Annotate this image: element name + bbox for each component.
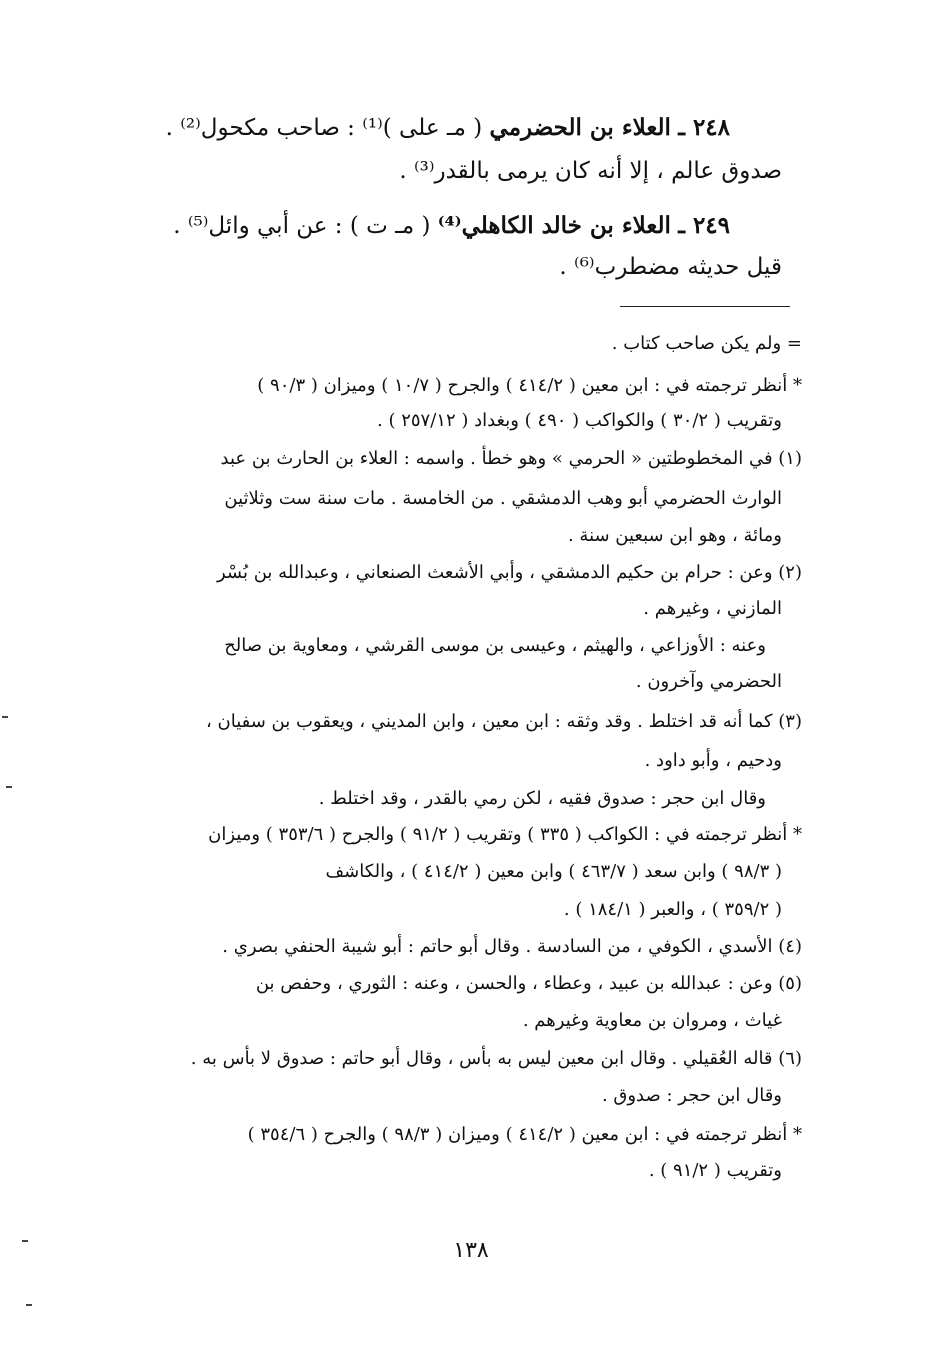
entry-249-line-2: قيل حديثه مضطرب⁽⁶⁾ . [559,254,782,280]
narrator-name: العلاء بن الحضرمي [489,114,671,141]
entry-text: ( مـ ت ) : عن أبي وائل⁽⁵⁾ . [173,213,431,239]
footnote-line: (٥) وعن : عبدالله بن عبيد ، وعطاء ، والحسن ، وعنه : الثوري ، وحفص بن [255,973,802,994]
footnote-line: المازني ، وغيرهم . [643,598,782,619]
footnote-line: (٣) كما أنه قد اختلط . وقد وثقه : ابن معين ، وابن المديني ، ويعقوب بن سفيان ، [205,711,802,732]
footnote-line: ومائة ، وهو ابن سبعين سنة . [567,525,782,546]
footnote-line: وتقريب ( ٣٠/٢ ) والكواكب ( ٤٩٠ ) وبغداد ( ٢٥٧/١٢ ) . [377,410,782,431]
page-number: ١٣٨ [453,1238,489,1263]
footnote-line: (٦) قاله العُقيلي . وقال ابن معين ليس به بأس ، وقال أبو حاتم : صدوق لا بأس به . [190,1048,802,1069]
scan-mark [26,1304,32,1306]
footnote-line: (٤) الأسدي ، الكوفي ، من السادسة . وقال أبو حاتم : أبو شيبة الحنفي بصري . [222,936,802,957]
footnote-line: غياث ، ومروان بن معاوية وغيرهم . [522,1010,782,1031]
scan-mark [22,1240,28,1242]
entry-number: ٢٤٨ ـ [678,114,730,141]
entry-number: ٢٤٩ ـ [678,212,730,239]
scan-mark [2,716,8,718]
footnote-line: وقال ابن حجر : صدوق . [601,1085,782,1106]
footnote-line: * أنظر ترجمته في : الكواكب ( ٣٣٥ ) وتقريب ( ٩١/٢ ) والجرح ( ٣٥٣/٦ ) وميزان [208,824,802,845]
footnote-line: وقال ابن حجر : صدوق فقيه ، لكن رمي بالقدر ، وقد اختلط . [318,788,766,809]
entry-248-line-1 [166,116,730,140]
entry-text: ( مـ على )⁽¹⁾ : صاحب مكحول⁽²⁾ . [165,115,483,141]
footnote-line: * أنظر ترجمته في : ابن معين ( ٤١٤/٢ ) وميزان ( ٩٨/٣ ) والجرح ( ٣٥٤/٦ ) [247,1124,802,1145]
footnote-line: (٢) وعن : حرام بن حكيم الدمشقي ، وأبي الأشعث الصنعاني ، وعبدالله بن بُسْر [216,562,802,583]
footnote-line: = ولم يكن صاحب كتاب . [611,333,802,354]
footnote-line: * أنظر ترجمته في : ابن معين ( ٤١٤/٢ ) والجرح ( ١٠/٧ ) وميزان ( ٩٠/٣ ) [257,375,802,396]
footnote-line: (١) في المخطوطتين « الحرمي » وهو خطأ . واسمه : العلاء بن الحارث بن عبد [220,448,802,469]
scan-mark [6,786,12,788]
footnote-line: الحضرمي وآخرون . [635,671,782,692]
footnote-line: ( ٣٥٩/٢ ) ، والعبر ( ١٨٤/١ ) . [563,899,782,920]
footnote-line: الوارث الحضرمي أبو وهب الدمشقي . من الخامسة . مات سنة ست وثلاثين [224,488,782,509]
footnote-line: وتقريب ( ٩١/٢ ) . [648,1160,782,1181]
footnote-line: ودحيم ، وأبو داود . [644,750,782,771]
entry-248-line-2: صدوق عالم ، إلا أنه كان يرمى بالقدر⁽³⁾ . [399,158,782,184]
narrator-name: العلاء بن خالد الكاهلي⁽⁴⁾ [437,212,671,239]
entry-249-line-1 [173,214,730,238]
footnote-separator [620,306,790,307]
footnote-line: وعنه : الأوزاعي ، والهيثم ، وعيسى بن موسى القرشي ، ومعاوية بن صالح [224,635,766,656]
footnote-line: ( ٩٨/٣ ) وابن سعد ( ٤٦٣/٧ ) وابن معين ( ٤١٤/٢ ) ، والكاشف [325,861,782,882]
